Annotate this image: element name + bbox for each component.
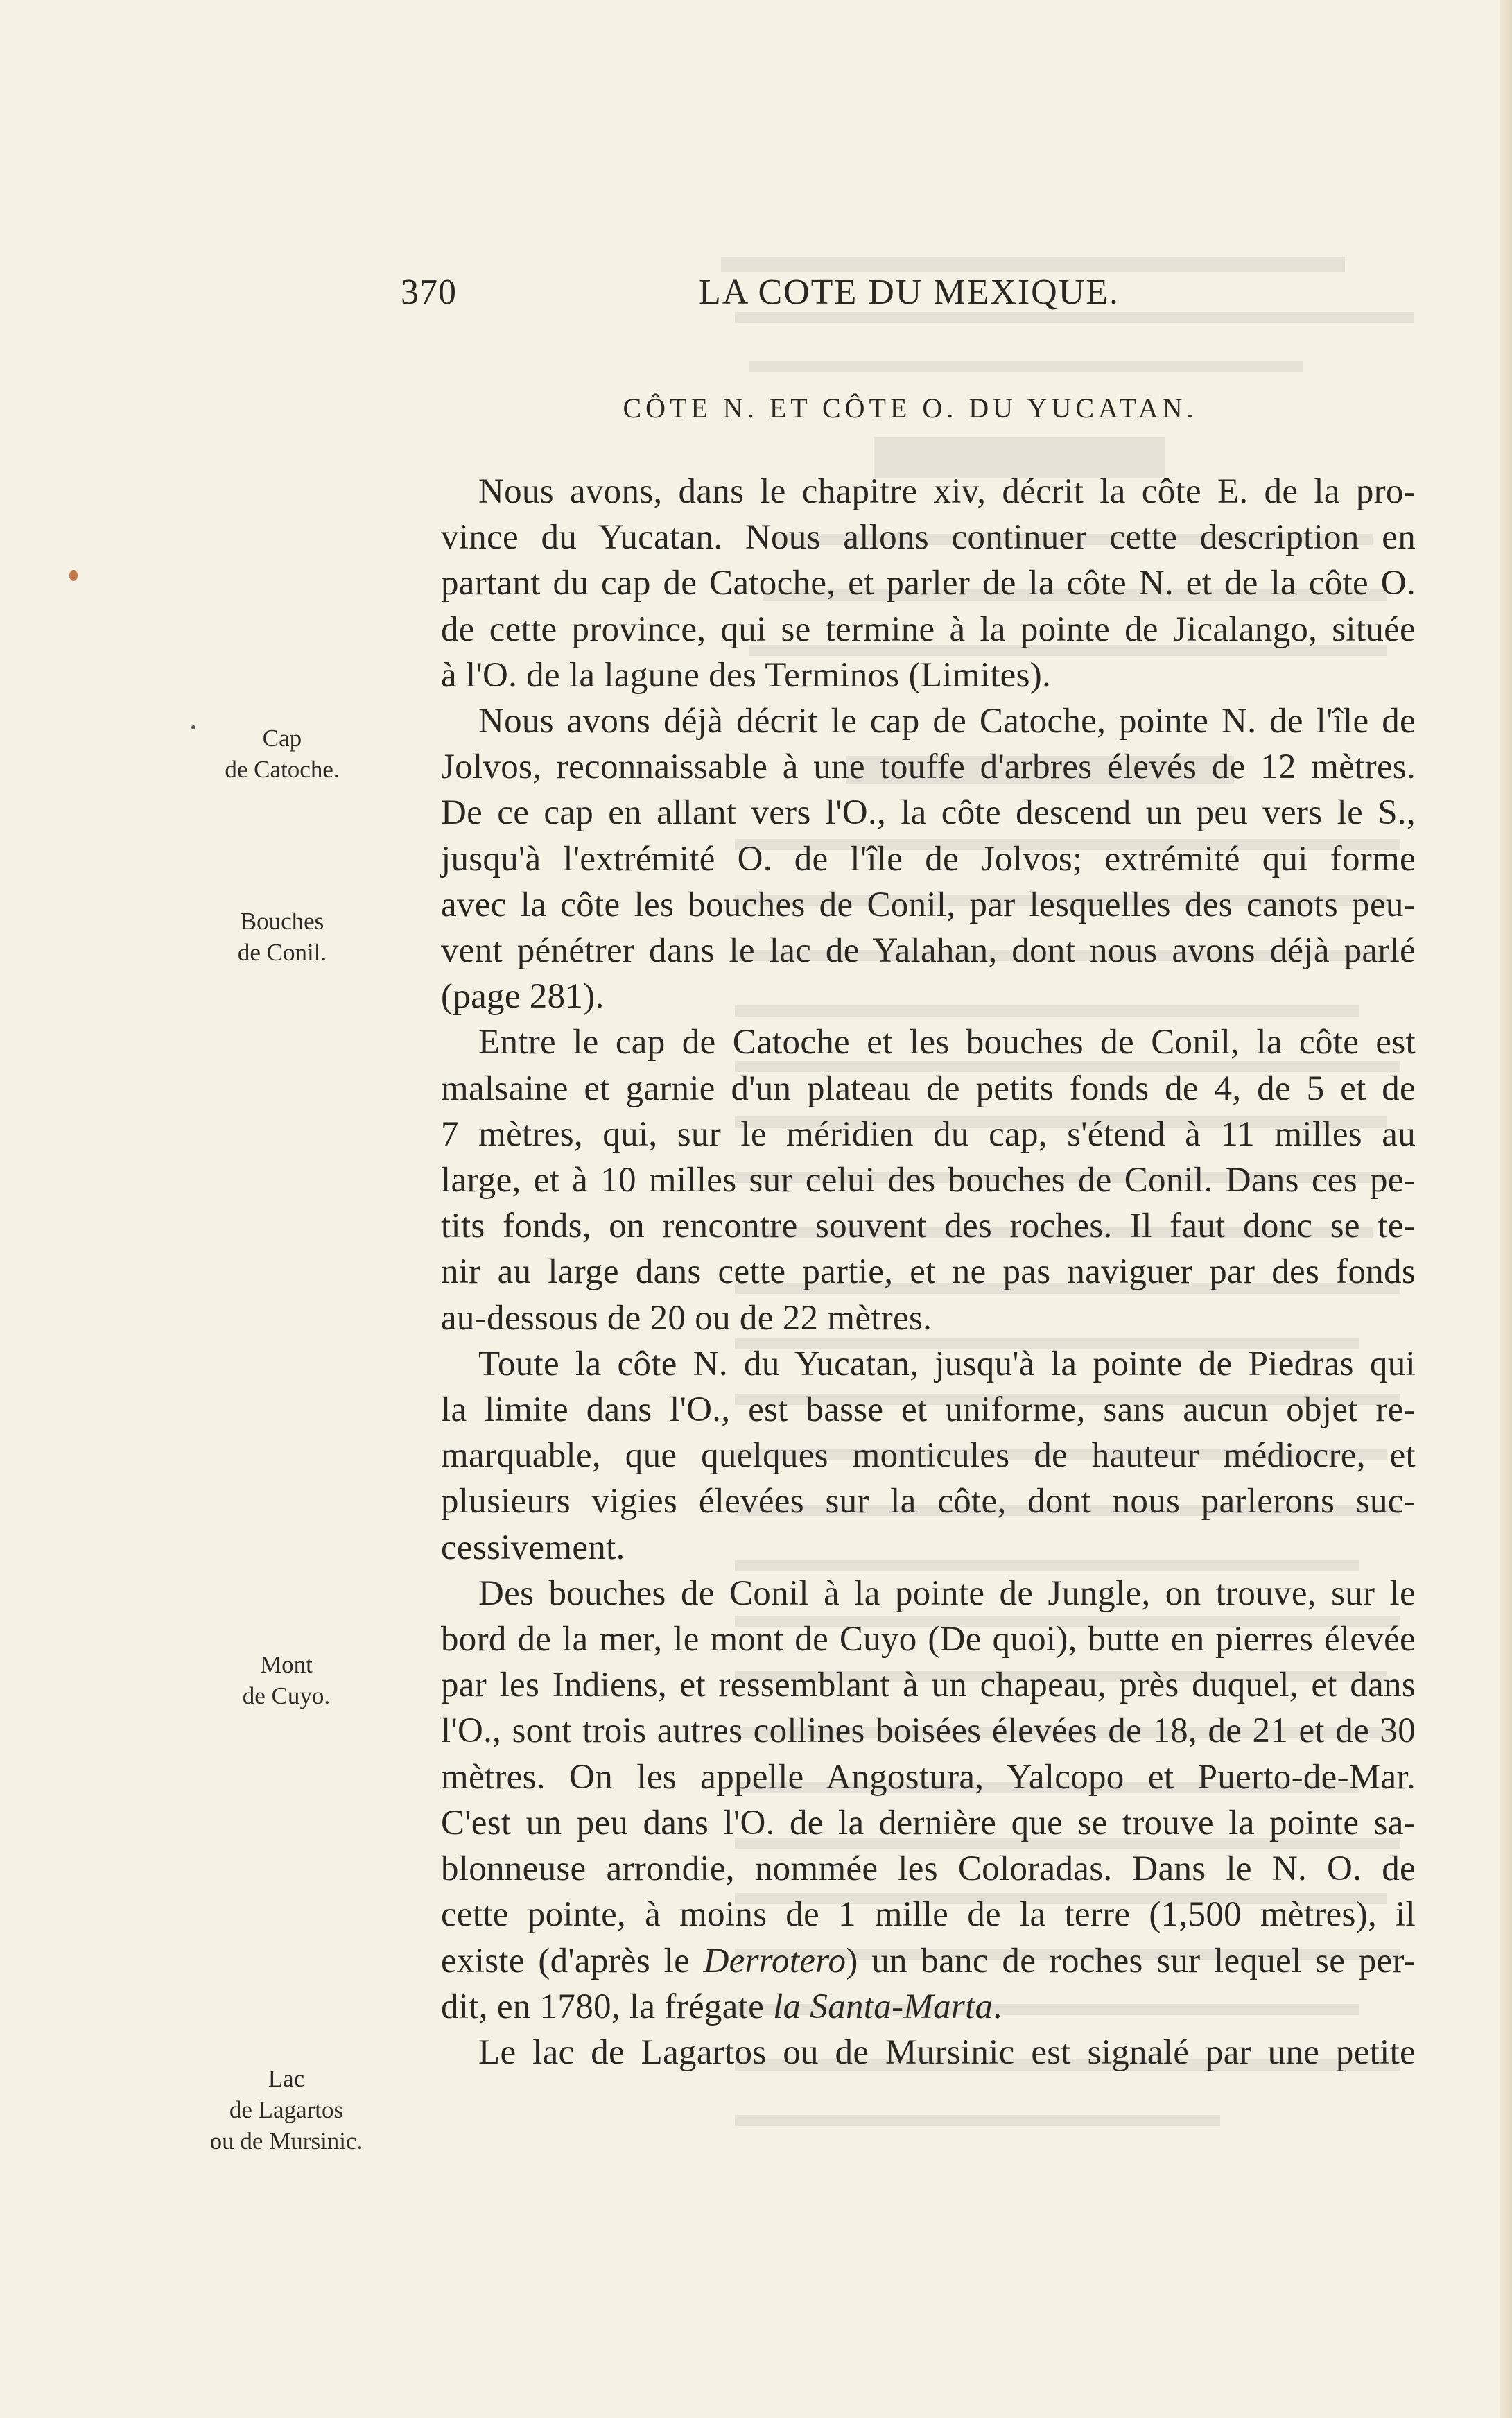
- text-line: Jolvos, reconnaissable à une touffe d'arbres élevés de 12 mètres.: [441, 748, 1416, 787]
- text-fragment: ) un banc de roches sur lequel se per-: [846, 1941, 1416, 1980]
- margin-note-line: de Catoche.: [225, 756, 340, 783]
- text-line: vent pénétrer dans le lac de Yalahan, dont nous avons déjà parlé: [441, 931, 1416, 971]
- text-line-mixed: [403, 1984, 1416, 2030]
- text-line: plusieurs vigies élevées sur la côte, dont nous parlerons suc-: [441, 1482, 1416, 1521]
- margin-note-line: Lac: [268, 2065, 305, 2092]
- italic-derrotero: Derrotero: [703, 1941, 846, 1980]
- text-fragment: existe (d'après le: [441, 1941, 704, 1980]
- text-line: par les Indiens, et ressemblant à un chapeau, près duquel, et dans: [441, 1666, 1416, 1705]
- paragraph: [403, 469, 1416, 698]
- paragraph: [403, 1571, 1416, 2030]
- text-line: de cette province, qui se termine à la pointe de Jicalango, située: [441, 610, 1416, 649]
- text-line: au-dessous de 20 ou de 22 mètres.: [441, 1298, 932, 1338]
- italic-ship-name: la Santa-Marta: [773, 1987, 993, 2026]
- paragraph: [403, 1341, 1416, 1571]
- text-line: Nous avons, dans le chapitre xiv, décrit la côte E. de la pro-: [478, 472, 1416, 511]
- margin-note-lac-de-lagartos: [182, 2063, 390, 2157]
- text-line: Entre le cap de Catoche et les bouches de Conil, la côte est: [478, 1023, 1416, 1062]
- text-line: jusqu'à l'extrémité O. de l'île de Jolvos; extrémité qui forme: [441, 839, 1416, 879]
- text-line: vince du Yucatan. Nous allons continuer cette description en: [441, 518, 1416, 558]
- text-fragment: dit, en 1780, la frégate: [441, 1987, 774, 2026]
- text-line: nir au large dans cette partie, et ne pas naviguer par des fonds: [441, 1252, 1416, 1292]
- text-line: cessivement.: [441, 1528, 625, 1567]
- running-title: LA COTE DU MEXIQUE.: [699, 273, 1120, 312]
- text-line: Toute la côte N. du Yucatan, jusqu'à la pointe de Piedras qui: [478, 1344, 1416, 1383]
- ink-smudge: [69, 570, 78, 581]
- margin-note-line: de Lagartos: [229, 2096, 344, 2123]
- text-line: marquable, que quelques monticules de hauteur médiocre, et: [441, 1436, 1416, 1476]
- text-line: 7 mètres, qui, sur le méridien du cap, s'étend à 11 milles au: [441, 1114, 1416, 1154]
- page-number: 370: [401, 273, 457, 312]
- text-line: la limite dans l'O., est basse et uniforme, sans aucun objet re-: [441, 1390, 1416, 1430]
- text-line: Nous avons déjà décrit le cap de Catoche, pointe N. de l'île de: [478, 702, 1416, 741]
- margin-note-line: de Conil.: [237, 939, 327, 966]
- text-line: De ce cap en allant vers l'O., la côte descend un peu vers le S.,: [441, 793, 1416, 833]
- paragraph: [403, 2030, 1416, 2075]
- margin-note-bouches-de-conil: [178, 906, 386, 968]
- text-line: C'est un peu dans l'O. de la dernière que se trouve la pointe sa-: [441, 1803, 1416, 1842]
- text-line: Le lac de Lagartos ou de Mursinic est signalé par une petite: [478, 2032, 1416, 2072]
- text-line-mixed: [403, 1938, 1416, 1984]
- text-line: (page 281).: [441, 977, 605, 1017]
- margin-note-cap-de-catoche: [178, 723, 386, 785]
- margin-note-line: Cap: [262, 725, 302, 752]
- body-text: [403, 469, 1416, 2075]
- margin-note-line: Mont: [260, 1651, 313, 1678]
- margin-note-line: ou de Mursinic.: [209, 2127, 363, 2154]
- text-line: l'O., sont trois autres collines boisées élevées de 18, de 21 et de 30: [441, 1711, 1416, 1751]
- text-line: avec la côte les bouches de Conil, par lesquelles des canots peu-: [441, 885, 1416, 924]
- paragraph: [403, 698, 1416, 1019]
- text-line: bord de la mer, le mont de Cuyo (De quoi), butte en pierres élevée: [441, 1620, 1416, 1659]
- page-edge: [1500, 0, 1512, 2418]
- text-line: mètres. On les appelle Angostura, Yalcopo et Puerto-de-Mar.: [441, 1757, 1416, 1797]
- text-line: tits fonds, on rencontre souvent des roches. Il faut donc se te-: [441, 1207, 1416, 1246]
- text-line: Des bouches de Conil à la pointe de Jungle, on trouve, sur le: [478, 1573, 1416, 1613]
- paragraph: [403, 1019, 1416, 1340]
- text-fragment: .: [993, 1987, 1002, 2026]
- text-line: partant du cap de Catoche, et parler de la côte N. et de la côte O.: [441, 564, 1416, 603]
- text-line: large, et à 10 milles sur celui des bouches de Conil. Dans ces pe-: [441, 1161, 1416, 1200]
- section-title: CÔTE N. ET CÔTE O. DU YUCATAN.: [623, 392, 1198, 424]
- text-line: blonneuse arrondie, nommée les Coloradas. Dans le N. O. de: [441, 1849, 1416, 1889]
- margin-note-line: Bouches: [240, 908, 324, 935]
- margin-note-mont-de-cuyo: [182, 1649, 390, 1711]
- margin-note-line: de Cuyo.: [242, 1682, 331, 1709]
- text-line: malsaine et garnie d'un plateau de petits fonds de 4, de 5 et de: [441, 1069, 1416, 1108]
- running-header: [401, 272, 1420, 320]
- text-line: à l'O. de la lagune des Terminos (Limites).: [441, 655, 1052, 695]
- text-line: cette pointe, à moins de 1 mille de la terre (1,500 mètres), il: [441, 1895, 1416, 1935]
